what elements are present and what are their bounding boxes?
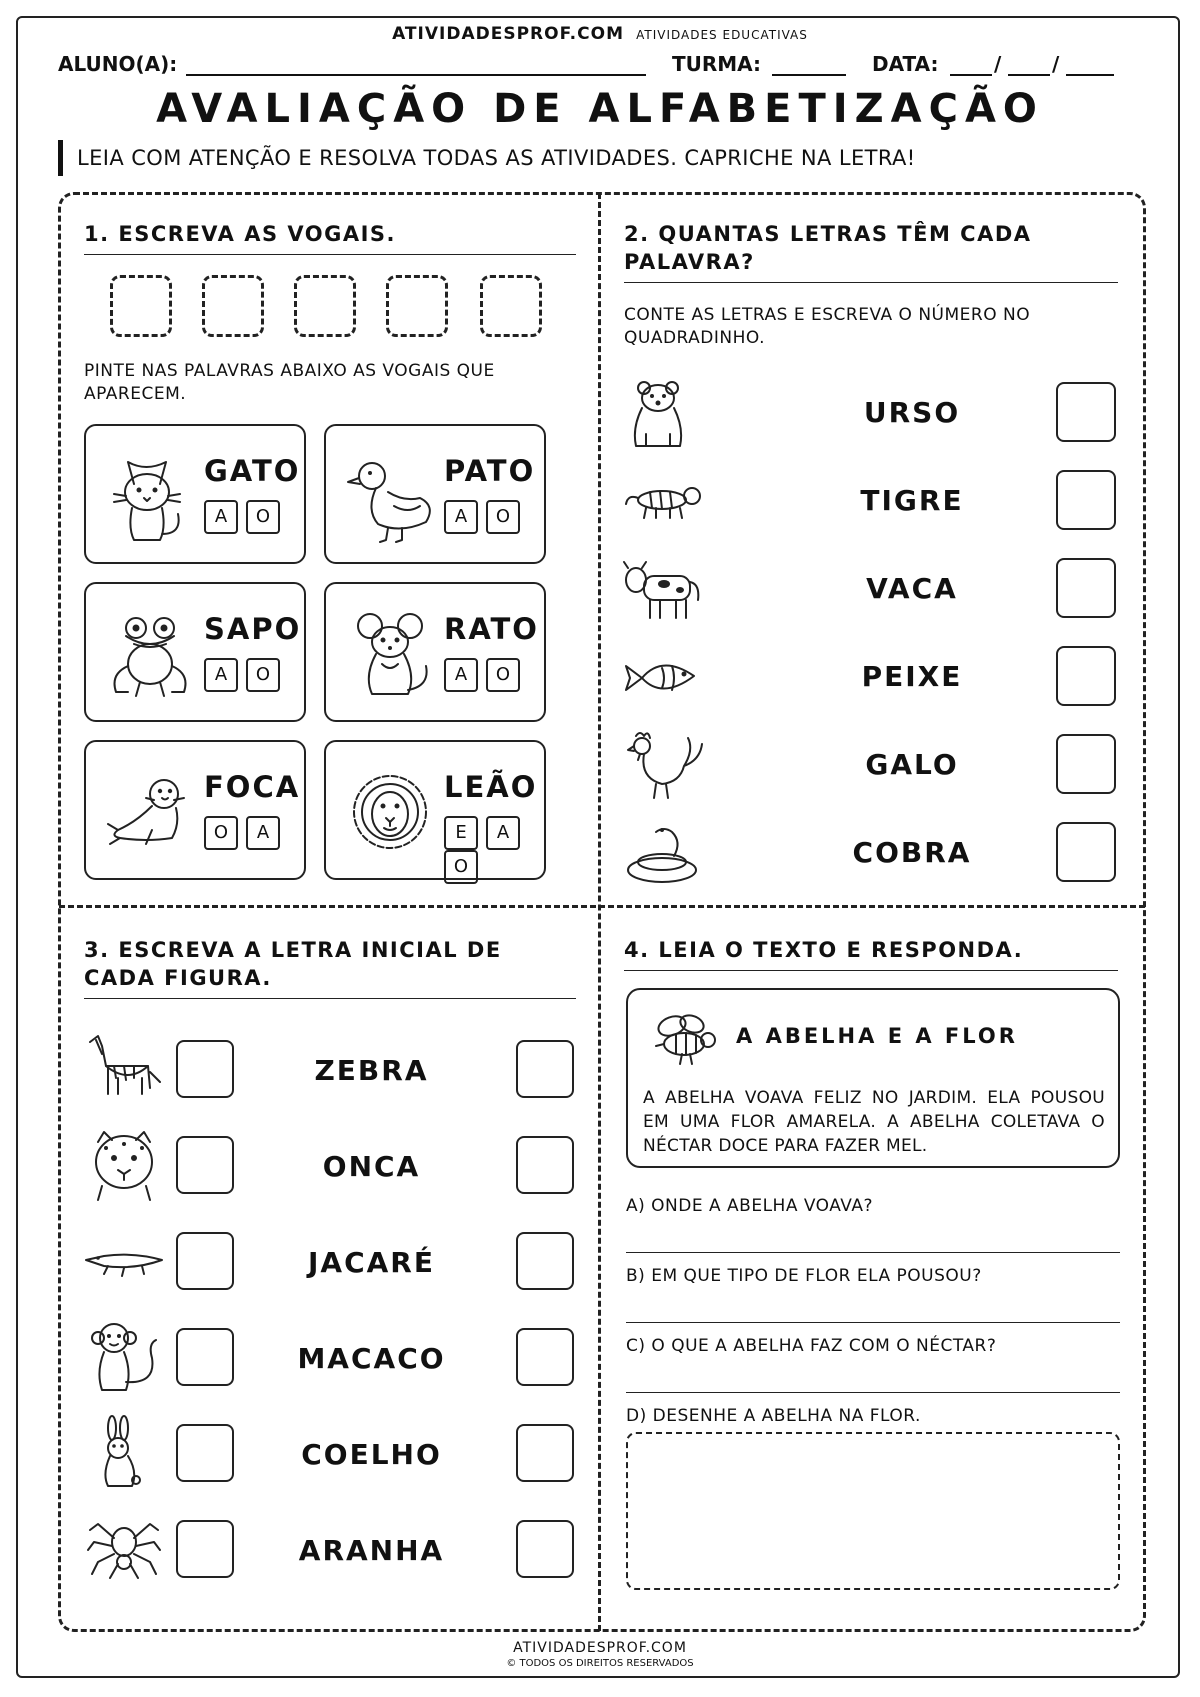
- question-c: C) O QUE A ABELHA FAZ COM O NÉCTAR?: [626, 1336, 997, 1356]
- lion-icon: [346, 764, 436, 860]
- count-row-peixe: [622, 636, 1122, 716]
- site-header: [0, 24, 1200, 44]
- initial-box-left[interactable]: [176, 1520, 234, 1578]
- initial-box-left[interactable]: [176, 1136, 234, 1194]
- card-letters: [204, 816, 288, 850]
- word-card-pato: [324, 424, 546, 564]
- initial-box-left[interactable]: [176, 1424, 234, 1482]
- vowel-box-1[interactable]: [110, 275, 172, 337]
- count-word: TIGRE: [860, 484, 964, 517]
- answer-line-a[interactable]: [626, 1252, 1120, 1253]
- count-answer-box[interactable]: [1056, 470, 1116, 530]
- count-answer-box[interactable]: [1056, 822, 1116, 882]
- q3-title: 3. ESCREVA A LETRA INICIAL DE CADA FIGURA.: [84, 936, 576, 999]
- card-word: GATO: [204, 454, 301, 488]
- bee-icon: [646, 1010, 724, 1066]
- letter-box[interactable]: A: [204, 658, 238, 692]
- vertical-divider: [598, 193, 601, 1631]
- alligator-icon: [84, 1224, 164, 1298]
- site-name: ATIVIDADESPROF.COM: [392, 24, 624, 44]
- count-row-galo: [622, 724, 1122, 804]
- question-a: A) ONDE A ABELHA VOAVA?: [626, 1196, 874, 1216]
- letter-box[interactable]: A: [444, 658, 478, 692]
- frog-icon: [106, 606, 196, 702]
- q1-title: 1. ESCREVA AS VOGAIS.: [84, 220, 576, 255]
- duck-icon: [346, 448, 436, 544]
- initial-word: COELHO: [301, 1438, 442, 1471]
- count-row-vaca: [622, 548, 1122, 628]
- initial-box-left[interactable]: [176, 1328, 234, 1386]
- word-card-rato: [324, 582, 546, 722]
- initial-box-left[interactable]: [176, 1040, 234, 1098]
- initial-box-right[interactable]: [516, 1328, 574, 1386]
- initial-row-zebra: [84, 1028, 584, 1108]
- cat-icon: [106, 448, 196, 544]
- card-letters: [204, 500, 288, 534]
- date-slash-1: /: [994, 52, 1002, 76]
- initial-box-right[interactable]: [516, 1232, 574, 1290]
- letter-box[interactable]: O: [444, 850, 478, 884]
- count-answer-box[interactable]: [1056, 382, 1116, 442]
- letter-box[interactable]: O: [204, 816, 238, 850]
- cow-icon: [622, 554, 704, 624]
- drawing-area[interactable]: [626, 1432, 1120, 1590]
- letter-box[interactable]: A: [204, 500, 238, 534]
- initial-box-right[interactable]: [516, 1040, 574, 1098]
- aluno-label: ALUNO(A):: [58, 52, 178, 76]
- instruction: LEIA COM ATENÇÃO E RESOLVA TODAS AS ATIVIDADES. CAPRICHE NA LETRA!: [58, 140, 916, 176]
- letter-box[interactable]: A: [444, 500, 478, 534]
- turma-line[interactable]: [772, 74, 846, 76]
- card-letters: [444, 500, 528, 534]
- initial-box-right[interactable]: [516, 1424, 574, 1482]
- q4-title: 4. LEIA O TEXTO E RESPONDA.: [624, 936, 1118, 971]
- page-title: AVALIAÇÃO DE ALFABETIZAÇÃO: [156, 86, 1044, 132]
- card-word: FOCA: [204, 770, 301, 804]
- date-month-line[interactable]: [1008, 74, 1050, 76]
- word-card-gato: [84, 424, 306, 564]
- card-letters: [444, 816, 544, 884]
- count-answer-box[interactable]: [1056, 646, 1116, 706]
- mouse-icon: [346, 606, 436, 702]
- initial-row-coelho: [84, 1412, 584, 1492]
- aluno-line[interactable]: [186, 74, 646, 76]
- count-row-cobra: [622, 812, 1122, 892]
- count-row-urso: [622, 372, 1122, 452]
- letter-box[interactable]: A: [246, 816, 280, 850]
- initial-box-left[interactable]: [176, 1232, 234, 1290]
- fish-icon: [622, 642, 704, 712]
- date-day-line[interactable]: [950, 74, 992, 76]
- card-letters: [204, 658, 288, 692]
- count-word: GALO: [865, 748, 959, 781]
- answer-line-b[interactable]: [626, 1322, 1120, 1323]
- initial-row-macaco: [84, 1316, 584, 1396]
- date-year-line[interactable]: [1066, 74, 1114, 76]
- count-row-tigre: [622, 460, 1122, 540]
- footer-rights: © TODOS OS DIREITOS RESERVADOS: [506, 1658, 694, 1669]
- site-subtitle: ATIVIDADES EDUCATIVAS: [636, 28, 808, 42]
- spider-icon: [84, 1512, 164, 1586]
- word-card-foca: [84, 740, 306, 880]
- card-word: LEÃO: [444, 770, 538, 804]
- data-label: DATA:: [872, 52, 939, 76]
- word-card-leao: [324, 740, 546, 880]
- count-word: URSO: [863, 396, 961, 429]
- letter-box[interactable]: O: [246, 658, 280, 692]
- story-box: [626, 988, 1120, 1168]
- initial-word: ONCA: [322, 1150, 421, 1183]
- tiger-icon: [622, 466, 704, 536]
- vowel-box-2[interactable]: [202, 275, 264, 337]
- card-letters: [444, 658, 528, 692]
- card-word: RATO: [444, 612, 539, 646]
- date-slash-2: /: [1052, 52, 1060, 76]
- story-title: A ABELHA E A FLOR: [736, 1024, 1018, 1048]
- letter-box[interactable]: E: [444, 816, 478, 850]
- letter-box[interactable]: A: [486, 816, 520, 850]
- initial-row-jacare: [84, 1220, 584, 1300]
- rooster-icon: [622, 730, 704, 800]
- initial-word: JACARÉ: [308, 1246, 435, 1279]
- initial-word: MACACO: [297, 1342, 446, 1375]
- question-b: B) EM QUE TIPO DE FLOR ELA POUSOU?: [626, 1266, 982, 1286]
- vowel-box-3[interactable]: [294, 275, 356, 337]
- card-word: SAPO: [204, 612, 302, 646]
- jaguar-icon: [84, 1128, 164, 1202]
- story-text: A ABELHA VOAVA FELIZ NO JARDIM. ELA POUSOU EM UMA FLOR AMARELA. A ABELHA COLETAVA O NÉCTAR DOCE PARA FAZER MEL.: [643, 1088, 1105, 1156]
- word-card-sapo: [84, 582, 306, 722]
- seal-icon: [106, 764, 196, 860]
- horizontal-divider: [59, 905, 1145, 908]
- answer-line-c[interactable]: [626, 1392, 1120, 1393]
- initial-word: ZEBRA: [314, 1054, 429, 1087]
- turma-label: TURMA:: [672, 52, 762, 76]
- letter-box[interactable]: O: [246, 500, 280, 534]
- count-word: PEIXE: [861, 660, 963, 693]
- initial-box-right[interactable]: [516, 1520, 574, 1578]
- initial-row-onca: [84, 1124, 584, 1204]
- letter-box[interactable]: O: [486, 500, 520, 534]
- rabbit-icon: [84, 1416, 164, 1490]
- q2-title: 2. QUANTAS LETRAS TÊM CADA PALAVRA?: [624, 220, 1118, 283]
- student-fields: [58, 52, 1148, 78]
- vowel-box-4[interactable]: [386, 275, 448, 337]
- count-answer-box[interactable]: [1056, 734, 1116, 794]
- footer-site: ATIVIDADESPROF.COM: [513, 1640, 687, 1656]
- q2-subtitle: CONTE AS LETRAS E ESCREVA O NÚMERO NO QUADRADINHO.: [624, 305, 1031, 348]
- q1-subtitle: PINTE NAS PALAVRAS ABAIXO AS VOGAIS QUE APARECEM.: [84, 361, 495, 404]
- question-d: D) DESENHE A ABELHA NA FLOR.: [626, 1406, 921, 1426]
- bear-icon: [622, 378, 704, 448]
- initial-row-aranha: [84, 1508, 584, 1588]
- count-word: VACA: [866, 572, 958, 605]
- initial-word: ARANHA: [298, 1534, 445, 1567]
- initial-box-right[interactable]: [516, 1136, 574, 1194]
- monkey-icon: [84, 1320, 164, 1394]
- vowel-box-5[interactable]: [480, 275, 542, 337]
- letter-box[interactable]: O: [486, 658, 520, 692]
- zebra-icon: [84, 1032, 164, 1106]
- snake-icon: [622, 818, 704, 888]
- card-word: PATO: [444, 454, 536, 488]
- count-answer-box[interactable]: [1056, 558, 1116, 618]
- count-word: COBRA: [852, 836, 972, 869]
